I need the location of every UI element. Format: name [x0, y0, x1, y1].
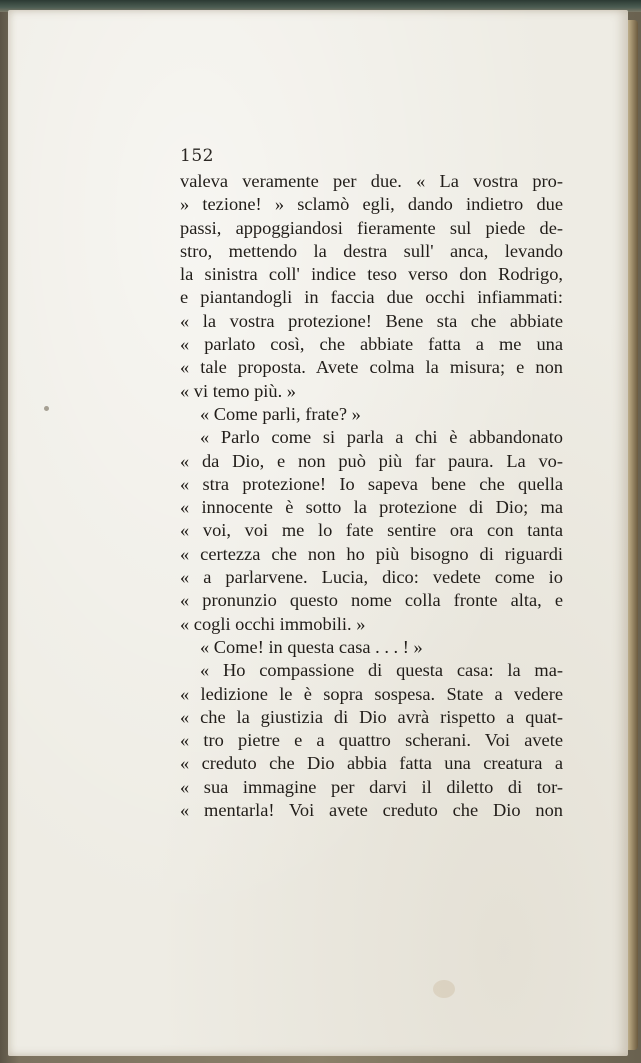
- text-line: « ledizione le è sopra sospesa. State a vedere: [180, 683, 563, 704]
- text-line: « stra protezione! Io sapeva bene che quella: [180, 473, 563, 494]
- text-line: » tezione! » sclamò egli, dando indietro due: [180, 194, 563, 215]
- text-line: « voi, voi me lo fate sentire ora con tanta: [180, 520, 563, 541]
- paper-stain: [44, 406, 49, 411]
- paper-stain: [433, 980, 455, 998]
- text-line: e piantandogli in faccia due occhi infiammati:: [180, 287, 563, 308]
- page-number: 152: [180, 146, 214, 166]
- text-line: « sua immagine per darvi il diletto di tor-: [180, 776, 563, 797]
- text-line: « a parlarvene. Lucia, dico: vedete come io: [180, 567, 563, 588]
- text-line: la sinistra coll' indice teso verso don Rodrigo,: [180, 264, 563, 285]
- text-line: passi, appoggiandosi fieramente sul piede de-: [180, 217, 563, 238]
- text-line: « pronunzio questo nome colla fronte alta, e: [180, 590, 563, 611]
- text-line: « parlato così, che abbiate fatta a me una: [180, 334, 563, 355]
- body-text: [180, 170, 563, 822]
- text-line: « tro pietre e a quattro scherani. Voi avete: [180, 730, 563, 751]
- text-line: « certezza che non ho più bisogno di riguardi: [180, 543, 563, 564]
- text-line: « vi temo più. »: [180, 380, 296, 401]
- text-line: valeva veramente per due. « La vostra pro-: [180, 171, 563, 191]
- text-line: « Come parli, frate? »: [200, 403, 361, 424]
- text-line: « innocente è sotto la protezione di Dio; ma: [180, 497, 563, 518]
- text-line: « che la giustizia di Dio avrà rispetto a quat-: [180, 706, 563, 727]
- text-line: « la vostra protezione! Bene sta che abbiate: [180, 310, 563, 331]
- text-line: « Ho compassione di questa casa: la ma-: [200, 660, 563, 681]
- text-line: « da Dio, e non può più far paura. La vo-: [180, 450, 563, 471]
- text-line: « creduto che Dio abbia fatta una creatura a: [180, 753, 563, 774]
- text-line: « Parlo come si parla a chi è abbandonato: [200, 427, 563, 448]
- text-line: « mentarla! Voi avete creduto che Dio non: [180, 800, 563, 821]
- text-line: « cogli occhi immobili. »: [180, 613, 366, 634]
- text-line: « tale proposta. Avete colma la misura; e non: [180, 357, 563, 378]
- text-line: « Come! in questa casa . . . ! »: [200, 636, 423, 657]
- text-line: stro, mettendo la destra sull' anca, levando: [180, 240, 563, 261]
